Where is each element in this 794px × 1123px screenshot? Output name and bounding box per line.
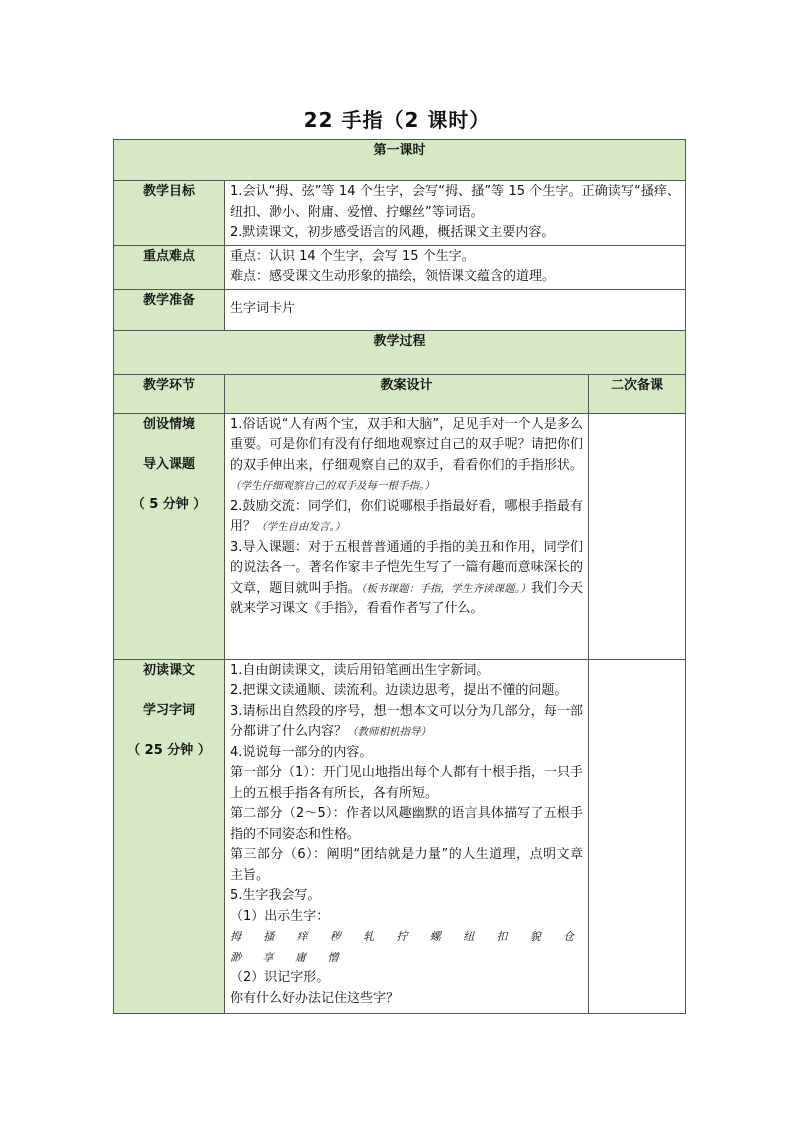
col-stage-header: 教学环节	[114, 374, 225, 413]
goals-label: 教学目标	[114, 181, 225, 246]
goals-line-1: 1.会认“拇、弦”等 14 个生字，会写“拇、搔”等 15 个生字。正确读写“搔痒、纽扣、渺小、附庸、爱憎、拧螺丝”等词语。	[230, 184, 681, 220]
stage2-para1: 1.自由朗读课文，读后用铅笔画出生字新词。	[230, 662, 490, 678]
stage2-para5: 5.生字我会写。	[230, 888, 321, 903]
stage1-para1-text: 1.俗话说“人有两个宝，双手和大脑”，足见手对一个人是多么重要。可是你们有没有仔细地观察过自己的双手呢？请把你们的双手伸出来，仔细观察自己的双手，看看你们的手指形状。	[230, 416, 583, 473]
stage1-label	[114, 413, 225, 659]
stage2-para3	[230, 702, 583, 743]
stage2-part3: 第三部分（6）：阐明“团结就是力量”的人生道理，点明文章主旨。	[230, 847, 583, 883]
stage1-label-line3: （ 5 分钟 ）	[131, 496, 207, 512]
page-title: 22 手指（2 课时）	[303, 108, 491, 132]
stage1-para2-note: （学生自由发言。）	[256, 521, 346, 533]
stage2-second-prep	[589, 659, 686, 1013]
col-design-header: 教案设计	[225, 374, 589, 413]
lesson-plan-table	[113, 139, 686, 1014]
stage1-label-line2: 导入课题	[142, 456, 195, 472]
stage2-sub2: （2）识记字形。	[230, 970, 330, 985]
stage2-para4: 4.说说每一部分的内容。	[230, 744, 373, 760]
goals-line-2: 2.默读课文，初步感受语言的风趣，概括课文主要内容。	[230, 225, 555, 240]
goals-content	[225, 181, 686, 246]
stage2-para2: 2.把课文读通顺、读流利。边读边思考，提出不懂的问题。	[230, 683, 568, 698]
process-header: 教学过程	[114, 330, 686, 374]
stage2-new-characters: 拇 搔 痒 秽 轧 拧 螺 纽 扣 貌 仓 渺 享 庸 憎	[230, 930, 583, 964]
stage1-para3-end: 我们今天就来学习课文《手指》，看看作者写了什么。	[230, 580, 583, 616]
stage1-design	[225, 413, 589, 659]
stage2-sub1: （1）出示生字：	[230, 908, 330, 924]
stage1-para1-note: （学生仔细观察自己的双手及每一根手指。）	[230, 480, 435, 492]
stage2-label-line3: （ 25 分钟 ）	[127, 742, 211, 758]
prep-content: 生字词卡片	[225, 289, 686, 330]
stage1-para3-note: （板书课题：手指，学生齐读课题。）	[361, 582, 531, 595]
keypoints-label: 重点难点	[114, 245, 225, 289]
stage2-design	[225, 659, 589, 1013]
stage1-para3-text: 3.导入课题：对于五根普普通通的手指的美丑和作用，同学们的说法各一。著名作家丰子恺先生写了一篇有趣而意味深长的文章，题目就叫手指。	[230, 539, 583, 596]
stage1-label-line1: 创设情境	[142, 416, 195, 432]
stage1-para2	[230, 497, 583, 538]
keypoints-line-1: 重点：认识 14 个生字，会写 15 个生字。	[230, 248, 475, 264]
stage2-para3-text: 3.请标出自然段的序号，想一想本文可以分为几部分，每一部分都讲了什么内容？	[230, 703, 583, 739]
stage2-para3-note: （教师相机指导）	[347, 726, 432, 738]
stage2-part2: 第二部分（2～5）：作者以风趣幽默的语言具体描写了五根手指的不同姿态和性格。	[230, 806, 583, 842]
stage1-para3	[230, 538, 583, 620]
stage1-para1	[230, 415, 583, 497]
stage1-second-prep	[589, 413, 686, 659]
stage2-part1: 第一部分（1）：开门见山地指出每个人都有十根手指，一只手上的五根手指各有所长，各有所短。	[230, 765, 583, 801]
stage2-label	[114, 659, 225, 1013]
stage2-label-line2: 学习字词	[142, 702, 195, 718]
stage2-label-line1: 初读课文	[142, 662, 195, 678]
stage1-para2-text: 2.鼓励交流：同学们，你们说哪根手指最好看，哪根手指最有用？	[230, 498, 583, 534]
col-second-header: 二次备课	[589, 374, 686, 413]
first-lesson-header: 第一课时	[114, 140, 686, 181]
stage2-question: 你有什么好办法记住这些字？	[230, 990, 400, 1006]
keypoints-content	[225, 245, 686, 289]
prep-label: 教学准备	[114, 289, 225, 330]
keypoints-line-2: 难点：感受课文生动形象的描绘，领悟课文蕴含的道理。	[230, 269, 556, 284]
